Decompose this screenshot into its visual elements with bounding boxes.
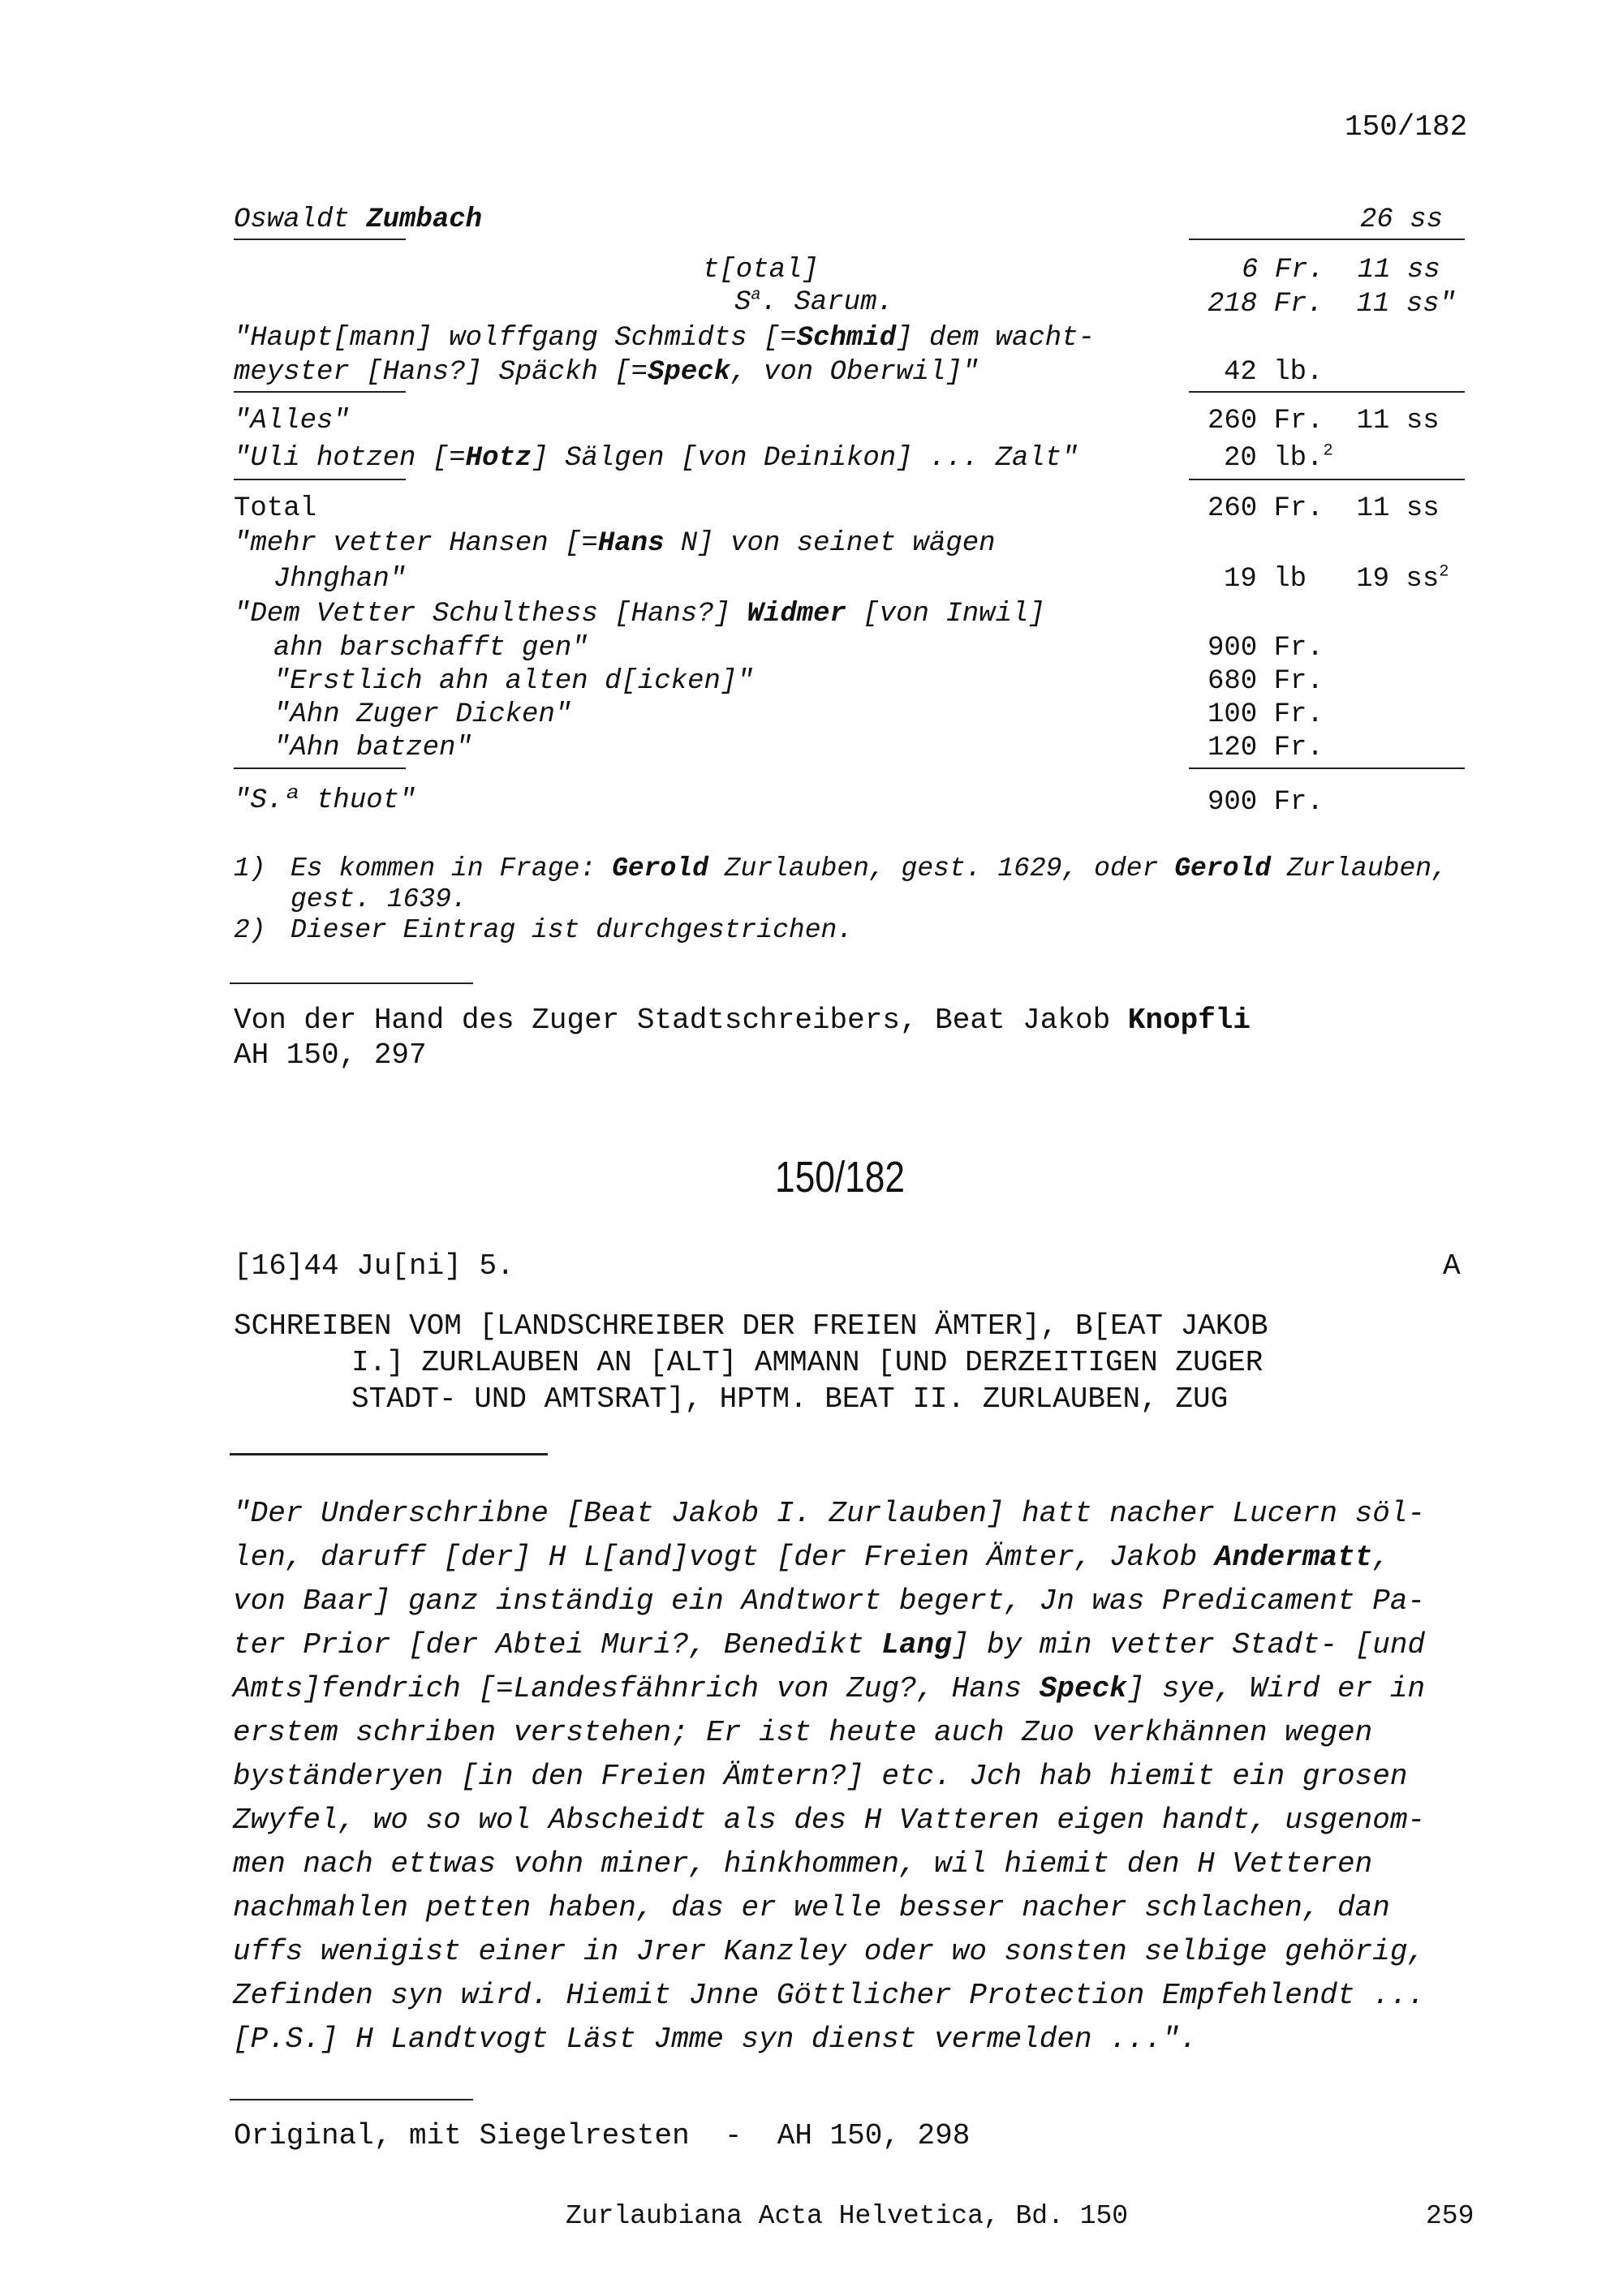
ledger-row-11-amount: 100 Fr.	[1208, 699, 1324, 730]
footnote-2-number: 2)	[234, 915, 266, 945]
letter-line: ter Prior [der Abtei Muri?, Benedikt Lang] by min vetter Stadt- [und	[233, 1628, 1426, 1662]
ledger-row-13-label: "S.ª thuot"	[234, 785, 416, 816]
ledger-row-9-line-1: "Dem Vetter Schulthess [Hans?] Widmer [von Inwil]	[234, 599, 1045, 630]
ledger-row-7-amount: 260 Fr. 11 ss	[1208, 493, 1440, 524]
ledger-row-8-line-1: "mehr vetter Hansen [=Hans N] von seinet wägen	[234, 528, 996, 559]
ledger-row-1-label: Oswaldt Zumbach	[234, 204, 483, 235]
ledger-row-8-line-2: Jhnghan"	[273, 564, 407, 595]
source-note-line-1: Von der Hand des Zuger Stadtschreibers, Beat Jakob Knopfli	[234, 1004, 1251, 1037]
heading-line-1: SCHREIBEN VOM [LANDSCHREIBER DER FREIEN ÄMTER], B[EAT JAKOB	[234, 1309, 1268, 1343]
ledger-row-5-label: "Alles"	[234, 406, 350, 436]
ledger-row-4-amount: 42 lb.	[1224, 357, 1324, 388]
ledger-row-6-label: "Uli hotzen [=Hotz] Sälgen [von Deinikon] ... Zalt"	[234, 443, 1078, 474]
source-note-original: Original, mit Siegelresten - AH 150, 298	[234, 2119, 971, 2152]
ledger-row-5-amount: 260 Fr. 11 ss	[1208, 406, 1440, 436]
letter-line: Zwyfel, wo so wol Abscheidt als des H Vatteren eigen handt, usgenom-	[233, 1804, 1426, 1837]
ledger-row-13-amount: 900 Fr.	[1208, 787, 1324, 818]
ledger-rule	[1189, 239, 1465, 240]
separator-rule	[230, 982, 473, 984]
ledger-row-6-amount: 20 lb.$^2$	[1224, 441, 1333, 474]
ledger-rule	[1189, 767, 1465, 769]
ledger-row-12-label: "Ahn batzen"	[273, 733, 472, 763]
heading-line-2: I.] ZURLAUBEN AN [ALT] AMMANN [UND DERZEITIGEN ZUGER	[351, 1346, 1264, 1379]
heading-line-3: STADT- UND AMTSRAT], HPTM. BEAT II. ZURLAUBEN, ZUG	[351, 1382, 1229, 1416]
letter-line: [P.S.] H Landtvogt Läst Jmme syn dienst vermelden ...".	[233, 2023, 1198, 2056]
ledger-row-10-amount: 680 Fr.	[1208, 666, 1324, 697]
ledger-rule	[1189, 391, 1465, 393]
heading-rule	[230, 1453, 548, 1455]
letter-line: erstem schriben verstehen; Er ist heute auch Zuo verkhännen wegen	[233, 1716, 1373, 1749]
footer-page-number: 259	[1426, 2201, 1474, 2231]
letter-line: nachmahlen petten haben, das er welle besser nacher schlachen, dan	[233, 1891, 1390, 1924]
ledger-row-4-line-2: meyster [Hans?] Späckh [=Speck, von Oberwil]"	[234, 357, 979, 388]
letter-line: byständeryen [in den Freien Ämtern?] etc. Jch hab hiemit ein grosen	[233, 1760, 1408, 1793]
ledger-row-7-label: Total	[234, 493, 317, 524]
ledger-row-1-amount: 26 ss	[1360, 204, 1444, 235]
ledger-row-3-amount: 218 Fr. 11 ss"	[1208, 289, 1457, 320]
ledger-rule	[1189, 479, 1465, 480]
ledger-row-9-amount: 900 Fr.	[1208, 633, 1324, 664]
ledger-row-9-line-2: ahn barschafft gen"	[273, 633, 588, 664]
ledger-row-2-label: t[otal]	[703, 255, 819, 286]
letter-line: uffs wenigist einer in Jrer Kanzley oder wo sonsten selbige gehörig,	[233, 1935, 1426, 1968]
letter-line: "Der Underschribne [Beat Jakob I. Zurlauben] hatt nacher Lucern söl-	[233, 1497, 1426, 1530]
ledger-row-4-line-1: "Haupt[mann] wolffgang Schmidts [=Schmid] dem wacht-	[234, 323, 1095, 354]
footnote-1-number: 1)	[234, 853, 266, 884]
letter-line: Amts]fendrich [=Landesfähnrich von Zug?, Hans Speck] sye, Wird er in	[233, 1672, 1426, 1705]
footnote-2: Dieser Eintrag ist durchgestrichen.	[291, 915, 854, 945]
footnote-1-line-2: gest. 1639.	[291, 884, 467, 914]
letter-line: len, daruff [der] H L[and]vogt [der Freien Ämter, Jakob Andermatt,	[233, 1541, 1390, 1574]
ledger-rule	[234, 391, 406, 393]
document-number: 150/182	[775, 1153, 906, 1202]
ledger-row-10-label: "Erstlich ahn alten d[icken]"	[273, 666, 754, 697]
source-note-line-2: AH 150, 297	[234, 1038, 427, 1072]
ledger-row-2-amount: 6 Fr. 11 ss	[1242, 255, 1440, 286]
document-marker: A	[1443, 1249, 1461, 1283]
footnote-1: Es kommen in Frage: Gerold Zurlauben, gest. 1629, oder Gerold Zurlauben,	[291, 853, 1448, 884]
ledger-rule	[234, 767, 406, 769]
ledger-row-8-amount: 19 lb 19 $ss^2$	[1224, 562, 1449, 595]
ledger-rule	[234, 239, 406, 240]
letter-line: Zefinden syn wird. Hiemit Jnne Göttlicher Protection Empfehlendt ...	[233, 1979, 1426, 2012]
document-date: [16]44 Ju[ni] 5.	[234, 1249, 514, 1283]
ledger-row-3-label: $S^a$. Sarum.	[734, 286, 893, 318]
footer-publication: Zurlaubiana Acta Helvetica, Bd. 150	[566, 2201, 1129, 2231]
letter-line: von Baar] ganz inständig ein Andtwort begert, Jn was Predicament Pa-	[233, 1584, 1426, 1618]
ledger-row-12-amount: 120 Fr.	[1208, 733, 1324, 763]
separator-rule	[230, 2099, 473, 2100]
ledger-row-11-label: "Ahn Zuger Dicken"	[273, 699, 572, 730]
page-header-ref: 150/182	[1345, 110, 1468, 144]
ledger-rule	[234, 479, 406, 480]
letter-line: men nach ettwas vohn miner, hinkhommen, wil hiemit den H Vetteren	[233, 1847, 1373, 1881]
